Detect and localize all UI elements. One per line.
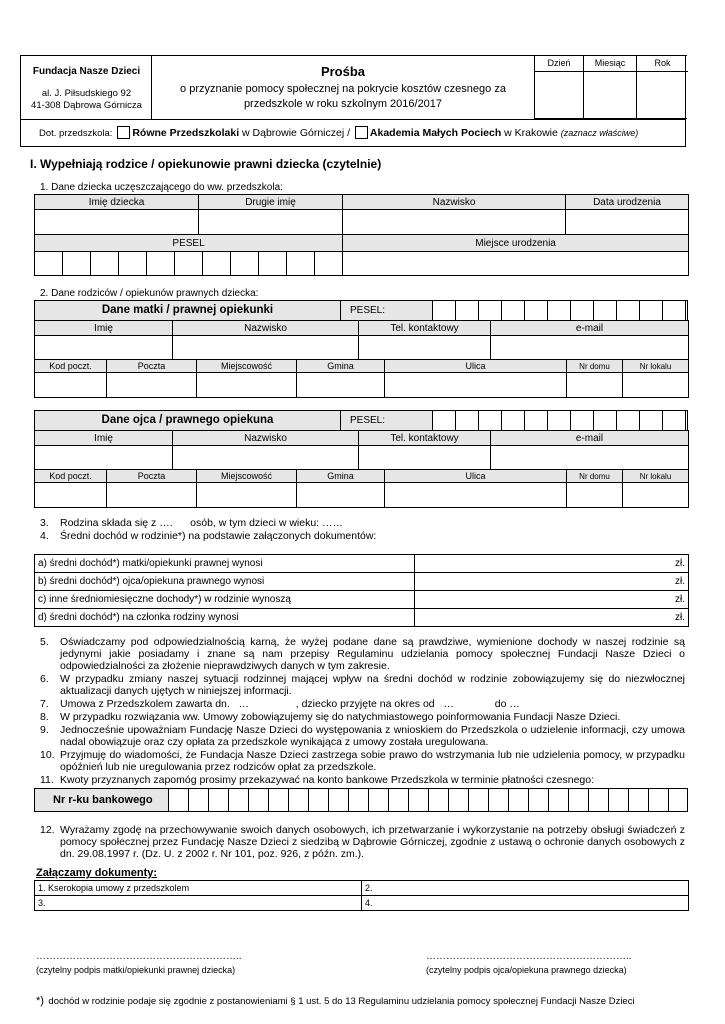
income-row-value[interactable]: zł. bbox=[415, 573, 689, 591]
child-birthdate-field[interactable] bbox=[566, 210, 689, 235]
income-row-value[interactable]: zł. bbox=[415, 591, 689, 609]
date-block bbox=[534, 55, 687, 119]
father-signature-line[interactable]: …………………………………………………….. bbox=[426, 951, 632, 962]
birthplace-header: Miejsce urodzenia bbox=[343, 235, 689, 252]
item-8-text: W przypadku rozwiązania ww. Umowy zobowiązujemy się do natychmiastowego poinformowania Fundacji Nasze Dzieci. bbox=[60, 711, 621, 723]
bank-account-digits[interactable] bbox=[169, 789, 687, 811]
school2-name: Akademia Małych Pociech bbox=[369, 127, 502, 139]
mother-surname-field[interactable] bbox=[173, 336, 359, 360]
father-col-surname: Nazwisko bbox=[173, 431, 359, 446]
item-5-text: Oświadczamy pod odpowiedzialnością karną, że wyżej podane dane są prawdziwe, wymienione dochody w naszej rodzinie są jedynymi jakie posiadamy i znane są nam przepisy Regulaminu udzielania pomocy społecznej Fundacji Nasze Dzieci o odpowiedzialności za złożenie nieprawdziwych danych w tym zakresie. bbox=[60, 636, 685, 672]
mother-street-field[interactable] bbox=[385, 373, 567, 398]
attachment-cell[interactable]: 4. bbox=[362, 896, 689, 911]
child-col-birthdate: Data urodzenia bbox=[566, 195, 689, 210]
father-street-field[interactable] bbox=[385, 483, 567, 508]
attachments-table bbox=[34, 880, 689, 911]
father-city-field[interactable] bbox=[197, 483, 297, 508]
item-7-number: 7. bbox=[40, 698, 49, 710]
income-row-label: c) inne średniomiesięczne dochody*) w rodzinie wynoszą bbox=[35, 591, 415, 609]
item-5-number: 5. bbox=[40, 636, 49, 648]
month-field[interactable] bbox=[584, 72, 637, 119]
child-table bbox=[34, 194, 689, 235]
attachment-cell[interactable]: 3. bbox=[35, 896, 362, 911]
item-9-text: Jednocześnie upoważniam Fundację Nasze Dzieci do występowania z wnioskiem do Przedszkola o udzielenie informacji, czy umowa nadal obowiązuje oraz czy opłata za przedszkole wynikająca z umowy została uregulowana. bbox=[60, 724, 685, 748]
father-col-city: Miejscowość bbox=[197, 470, 297, 483]
item-12-number: 12. bbox=[40, 824, 55, 836]
year-field[interactable] bbox=[637, 72, 688, 119]
mother-col-street: Ulica bbox=[385, 360, 567, 373]
father-col-email: e-mail bbox=[491, 431, 689, 446]
child-name-field[interactable] bbox=[35, 210, 199, 235]
header-box bbox=[20, 55, 686, 147]
item-5 bbox=[40, 636, 685, 672]
child-col-name: Imię dziecka bbox=[35, 195, 199, 210]
mother-col-phone: Tel. kontaktowy bbox=[359, 321, 491, 336]
school1-name: Równe Przedszkolaki bbox=[132, 127, 240, 139]
bank-account-row bbox=[34, 788, 688, 812]
mother-title: Dane matki / prawnej opiekunki bbox=[35, 301, 341, 320]
income-row-value[interactable]: zł. bbox=[415, 609, 689, 627]
org-address-1: al. J. Piłsudskiego 92 bbox=[41, 88, 132, 99]
father-post-field[interactable] bbox=[107, 483, 197, 508]
footnote-mark: *) bbox=[36, 995, 44, 1007]
mother-col-commune: Gmina bbox=[297, 360, 385, 373]
school-row bbox=[21, 119, 685, 147]
income-table bbox=[34, 554, 689, 627]
father-person-table bbox=[34, 430, 689, 470]
father-title: Dane ojca / prawnego opiekuna bbox=[35, 411, 341, 430]
pesel-digit[interactable] bbox=[203, 252, 231, 276]
father-commune-field[interactable] bbox=[297, 483, 385, 508]
father-surname-field[interactable] bbox=[173, 446, 359, 470]
mother-col-name: Imię bbox=[35, 321, 173, 336]
pesel-digit[interactable] bbox=[175, 252, 203, 276]
father-col-apt: Nr lokalu bbox=[623, 470, 689, 483]
income-row-label: a) średni dochód*) matki/opiekunki prawnej wynosi bbox=[35, 555, 415, 573]
father-address-table bbox=[34, 469, 689, 508]
form-subtitle-2: przedszkole w roku szkolnym 2016/2017 bbox=[243, 98, 443, 110]
pesel-digit[interactable] bbox=[147, 252, 175, 276]
income-row-label: b) średni dochód*) ojca/opiekuna prawnego wynosi bbox=[35, 573, 415, 591]
mother-phone-field[interactable] bbox=[359, 336, 491, 360]
father-col-postcode: Kod poczt. bbox=[35, 470, 107, 483]
mother-col-post: Poczta bbox=[107, 360, 197, 373]
school-note: (zaznacz właściwe) bbox=[560, 128, 639, 138]
mother-city-field[interactable] bbox=[197, 373, 297, 398]
birthplace-field[interactable] bbox=[343, 252, 689, 276]
mother-col-postcode: Kod poczt. bbox=[35, 360, 107, 373]
child-col-surname: Nazwisko bbox=[343, 195, 566, 210]
school1-city: w Dąbrowie Górniczej / bbox=[242, 127, 350, 139]
item-12-text: Wyrażamy zgodę na przechowywanie swoich danych osobowych, ich przetwarzanie i wykorzystanie na potrzeby obsługi świadczeń z pomocy społecznej przez Fundację Nasze Dzieci z siedzibą w Dąbrowie Górniczej, zgodnie z ustawą o ochronie danych osobowych z dn. 29.08.1997 r. (Dz. U. z 2002 r. Nr 101, poz. 926, z późn. zm.). bbox=[60, 824, 685, 860]
mother-pesel-digits[interactable] bbox=[433, 301, 687, 320]
father-col-name: Imię bbox=[35, 431, 173, 446]
mother-person-table bbox=[34, 320, 689, 360]
day-label: Dzień bbox=[535, 56, 584, 72]
pesel-digit[interactable] bbox=[287, 252, 315, 276]
attachments-title: Załączamy dokumenty: bbox=[36, 867, 158, 879]
father-header-row bbox=[34, 410, 688, 431]
child-second-name-field[interactable] bbox=[199, 210, 343, 235]
bank-account-label: Nr r-ku bankowego bbox=[35, 789, 169, 811]
mother-name-field[interactable] bbox=[35, 336, 173, 360]
father-name-field[interactable] bbox=[35, 446, 173, 470]
mother-signature-line[interactable]: …………………………………………………….. bbox=[36, 951, 242, 962]
form-title: Prośba bbox=[320, 64, 366, 79]
item-4-text: Średni dochód w rodzinie*) na podstawie załączonych dokumentów: bbox=[60, 530, 377, 542]
org-address-2: 41-308 Dąbrowa Górnicza bbox=[31, 100, 142, 111]
school-prefix: Dot. przedszkola: bbox=[39, 128, 113, 139]
mother-col-city: Miejscowość bbox=[197, 360, 297, 373]
item-6-number: 6. bbox=[40, 673, 49, 685]
child-surname-field[interactable] bbox=[343, 210, 566, 235]
pesel-digit[interactable] bbox=[231, 252, 259, 276]
father-pesel-label: PESEL: bbox=[341, 411, 433, 430]
mother-col-surname: Nazwisko bbox=[173, 321, 359, 336]
child-label: 1. Dane dziecka uczęszczającego do ww. przedszkola: bbox=[40, 182, 283, 193]
father-col-street: Ulica bbox=[385, 470, 567, 483]
school1-checkbox[interactable] bbox=[117, 126, 130, 139]
mother-post-field[interactable] bbox=[107, 373, 197, 398]
father-phone-field[interactable] bbox=[359, 446, 491, 470]
mother-col-house: Nr domu bbox=[567, 360, 623, 373]
item-10-number: 10. bbox=[40, 749, 55, 761]
mother-email-field[interactable] bbox=[491, 336, 689, 360]
footnote-text: dochód w rodzinie podaje się zgodnie z postanowieniami § 1 ust. 5 do 13 Regulaminu udzielania pomocy społecznej Fundacji Nasze Dzieci bbox=[48, 996, 635, 1007]
pesel-digit[interactable] bbox=[91, 252, 119, 276]
form-subtitle-1: o przyznanie pomocy społecznej na pokrycie kosztów czesnego za bbox=[180, 83, 506, 95]
mother-house-field[interactable] bbox=[567, 373, 623, 398]
year-label: Rok bbox=[637, 56, 688, 72]
child-pesel-table bbox=[34, 234, 689, 276]
item-10-text: Przyjmuję do wiadomości, że Fundacja Nasze Dzieci zastrzega sobie prawo do wstrzymania lub nie udzielenia pomocy, w przypadku opóźnień lub nie uregulowania przez rodziców opłat za przedszkole. bbox=[60, 749, 685, 773]
father-postcode-field[interactable] bbox=[35, 483, 107, 508]
father-apt-field[interactable] bbox=[623, 483, 689, 508]
mother-signature-caption: (czytelny podpis matki/opiekunki prawnej dziecka) bbox=[36, 965, 236, 975]
school2-city: w Krakowie bbox=[504, 127, 558, 139]
mother-address-table bbox=[34, 359, 689, 398]
father-col-post: Poczta bbox=[107, 470, 197, 483]
pesel-header: PESEL bbox=[35, 235, 343, 252]
parents-label: 2. Dane rodziców / opiekunów prawnych dziecka: bbox=[40, 288, 259, 299]
mother-col-apt: Nr lokalu bbox=[623, 360, 689, 373]
item-8-number: 8. bbox=[40, 711, 49, 723]
income-row-label: d) średni dochód*) na członka rodziny wynosi bbox=[35, 609, 415, 627]
pesel-digit[interactable] bbox=[119, 252, 147, 276]
item-6-text: W przypadku zmiany naszej sytuacji rodzinnej mającej wpływ na średni dochód w rodzinie zobowiązujemy się do niezwłocznej aktualizacji danych ujętych w niniejszej informacji. bbox=[60, 673, 685, 697]
attachment-cell[interactable]: 2. bbox=[362, 881, 689, 896]
father-col-phone: Tel. kontaktowy bbox=[359, 431, 491, 446]
income-row-value[interactable]: zł. bbox=[415, 555, 689, 573]
attachment-cell[interactable]: 1. Kserokopia umowy z przedszkolem bbox=[35, 881, 362, 896]
mother-pesel-label: PESEL: bbox=[341, 301, 433, 320]
item-3-text: Rodzina składa się z …. osób, w tym dzieci w wieku: …… bbox=[60, 517, 344, 529]
item-3-number: 3. bbox=[40, 517, 49, 529]
month-label: Miesiąc bbox=[584, 56, 637, 72]
section1-title: I. Wypełniają rodzice / opiekunowie prawni dziecka (czytelnie) bbox=[30, 157, 382, 171]
item-11-number: 11. bbox=[40, 774, 54, 786]
school2-checkbox[interactable] bbox=[355, 126, 368, 139]
item-4-number: 4. bbox=[40, 530, 49, 542]
child-col-second-name: Drugie imię bbox=[199, 195, 343, 210]
father-pesel-digits[interactable] bbox=[433, 411, 687, 430]
mother-col-email: e-mail bbox=[491, 321, 689, 336]
pesel-digit[interactable] bbox=[315, 252, 343, 276]
mother-header-row bbox=[34, 300, 688, 321]
day-field[interactable] bbox=[535, 72, 584, 119]
father-signature-caption: (czytelny podpis ojca/opiekuna prawnego dziecka) bbox=[426, 965, 627, 975]
item-7-text: Umowa z Przedszkolem zawarta dn. … , dziecko przyjęte na okres od … do … bbox=[60, 698, 520, 710]
pesel-digit[interactable] bbox=[259, 252, 287, 276]
pesel-digit[interactable] bbox=[35, 252, 63, 276]
father-col-commune: Gmina bbox=[297, 470, 385, 483]
mother-postcode-field[interactable] bbox=[35, 373, 107, 398]
pesel-digit[interactable] bbox=[63, 252, 91, 276]
father-email-field[interactable] bbox=[491, 446, 689, 470]
father-col-house: Nr domu bbox=[567, 470, 623, 483]
mother-apt-field[interactable] bbox=[623, 373, 689, 398]
father-house-field[interactable] bbox=[567, 483, 623, 508]
mother-commune-field[interactable] bbox=[297, 373, 385, 398]
item-11-text: Kwoty przyznanych zapomóg prosimy przekazywać na konto bankowe Przedszkola w terminie płatności czesnego: bbox=[60, 774, 595, 786]
item-9-number: 9. bbox=[40, 724, 49, 736]
org-name: Fundacja Nasze Dzieci bbox=[32, 66, 141, 77]
footnote bbox=[36, 991, 635, 1009]
